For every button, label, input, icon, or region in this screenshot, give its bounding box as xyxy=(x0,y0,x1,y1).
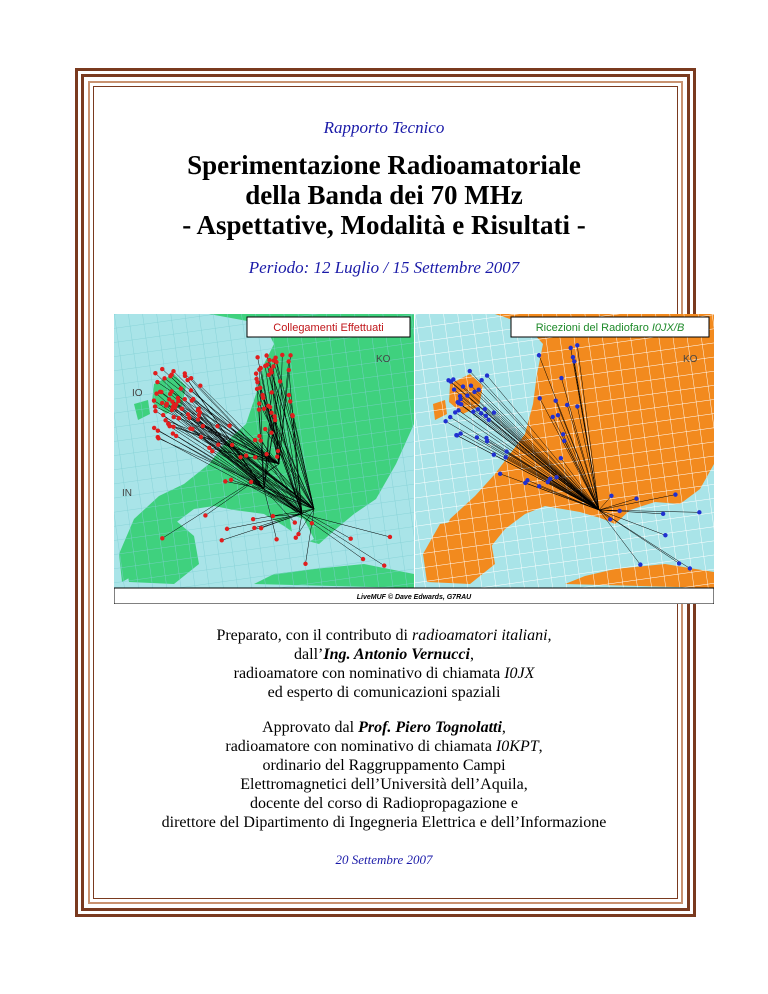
prepared-line-2: dall’Ing. Antonio Vernucci, xyxy=(294,646,474,663)
contact-point xyxy=(210,449,214,453)
beacon-point xyxy=(504,449,508,453)
contact-point xyxy=(260,393,264,397)
beacon-point xyxy=(571,355,575,359)
contact-point xyxy=(191,397,195,401)
approved-line-6: direttore del Dipartimento di Ingegneria Elettrica e dell’Informazione xyxy=(161,814,607,831)
contact-point xyxy=(179,386,183,390)
contact-point xyxy=(156,435,160,439)
contact-point xyxy=(187,416,191,420)
contact-point xyxy=(296,532,300,536)
contact-point xyxy=(253,455,257,459)
contact-point xyxy=(269,431,273,435)
contact-point xyxy=(153,409,157,413)
contact-point xyxy=(177,416,181,420)
contact-point xyxy=(258,386,262,390)
contact-point xyxy=(156,428,160,432)
contact-point xyxy=(254,371,258,375)
contact-point xyxy=(278,379,282,383)
beacon-point xyxy=(638,562,642,566)
contact-point xyxy=(290,413,294,417)
beacon-point xyxy=(554,399,558,403)
beacon-point xyxy=(677,561,681,565)
beacon-point xyxy=(559,456,563,460)
beacon-point xyxy=(559,376,563,380)
beacon-point xyxy=(469,384,473,388)
contact-point xyxy=(257,401,261,405)
beacon-point xyxy=(562,439,566,443)
contact-point xyxy=(249,480,253,484)
contact-point xyxy=(180,406,184,410)
grid-ko-label-right: KO xyxy=(683,354,698,365)
maps-svg xyxy=(114,314,714,604)
contact-point xyxy=(288,399,292,403)
beacon-point xyxy=(457,401,461,405)
contact-point xyxy=(267,373,271,377)
contact-point xyxy=(382,563,386,567)
contact-point xyxy=(198,384,202,388)
beacon-point xyxy=(661,512,665,516)
beacon-point xyxy=(479,378,483,382)
contact-point xyxy=(310,521,314,525)
beacon-point xyxy=(472,390,476,394)
contact-point xyxy=(265,363,269,367)
beacon-point xyxy=(492,453,496,457)
contact-point xyxy=(259,366,263,370)
beacon-point xyxy=(454,433,458,437)
contact-point xyxy=(165,402,169,406)
contact-point xyxy=(271,364,275,368)
beacon-point xyxy=(471,410,475,414)
beacon-point xyxy=(458,431,462,435)
contact-point xyxy=(199,435,203,439)
title-line-3: - Aspettative, Modalità e Risultati - xyxy=(182,210,586,240)
beacon-point xyxy=(479,411,483,415)
beacon-point xyxy=(617,509,621,513)
contact-point xyxy=(253,438,257,442)
document-title xyxy=(0,150,768,240)
contact-point xyxy=(172,402,176,406)
beacon-point xyxy=(452,387,456,391)
contact-point xyxy=(225,527,229,531)
period-line: Periodo: 12 Luglio / 15 Settembre 2007 xyxy=(248,258,520,277)
contact-point xyxy=(271,358,275,362)
contact-point xyxy=(160,367,164,371)
contact-point xyxy=(294,536,298,540)
contact-point xyxy=(171,425,175,429)
contact-point xyxy=(257,407,261,411)
contact-point xyxy=(215,424,219,428)
contact-point xyxy=(153,371,157,375)
beacon-point xyxy=(475,435,479,439)
contact-point xyxy=(288,353,292,357)
contact-point xyxy=(275,455,279,459)
beacon-point xyxy=(485,439,489,443)
prepared-line-1: Preparato, con il contributo di radioamatori italiani, xyxy=(216,627,552,644)
contact-point xyxy=(287,393,291,397)
contact-point xyxy=(201,424,205,428)
prepared-line-4: ed esperto di comunicazioni spaziali xyxy=(267,684,501,701)
contact-point xyxy=(203,513,207,517)
contact-point xyxy=(264,353,268,357)
contact-point xyxy=(196,417,200,421)
contact-point xyxy=(252,526,256,530)
beacon-point xyxy=(523,481,527,485)
contact-point xyxy=(286,359,290,363)
contact-point xyxy=(270,390,274,394)
beacon-point xyxy=(468,369,472,373)
beacon-point xyxy=(673,492,677,496)
contact-point xyxy=(160,536,164,540)
beacon-point xyxy=(465,393,469,397)
contact-point xyxy=(262,406,266,410)
contact-point xyxy=(271,514,275,518)
beacon-point xyxy=(458,397,462,401)
left-map-label: Collegamenti Effettuati xyxy=(273,322,384,334)
contact-point xyxy=(269,410,273,414)
prepared-by-block xyxy=(0,626,768,702)
beacon-point xyxy=(538,396,542,400)
beacon-point xyxy=(483,407,487,411)
beacon-point xyxy=(546,480,550,484)
beacon-point xyxy=(554,475,558,479)
beacon-point xyxy=(609,494,613,498)
contact-point xyxy=(159,390,163,394)
contact-point xyxy=(216,442,220,446)
contact-point xyxy=(287,368,291,372)
contact-point xyxy=(220,538,224,542)
beacon-point xyxy=(443,419,447,423)
contact-point xyxy=(168,374,172,378)
right-map-label: Ricezioni del Radiofaro I0JX/B xyxy=(535,322,685,334)
contact-point xyxy=(303,562,307,566)
prepared-line-3: radioamatore con nominativo di chiamata I0JX xyxy=(233,665,535,682)
contact-point xyxy=(161,413,165,417)
beacon-point xyxy=(551,415,555,419)
beacon-point xyxy=(485,373,489,377)
contact-point xyxy=(349,537,353,541)
contact-point xyxy=(169,389,173,393)
beacon-point xyxy=(561,432,565,436)
beacon-point xyxy=(572,359,576,363)
beacon-point xyxy=(634,496,638,500)
contact-point xyxy=(267,358,271,362)
contact-point xyxy=(163,418,167,422)
contact-point xyxy=(207,446,211,450)
title-line-1: Sperimentazione Radioamatoriale xyxy=(187,150,581,180)
beacon-point xyxy=(477,388,481,392)
contact-point xyxy=(293,520,297,524)
contact-point xyxy=(230,443,234,447)
map-credit: LiveMUF © Dave Edwards, G7RAU xyxy=(356,594,472,601)
beacon-point xyxy=(575,404,579,408)
approved-line-4: Elettromagnetici dell’Università dell’Aquila, xyxy=(240,776,528,793)
title-line-2: della Banda dei 70 MHz xyxy=(245,180,523,210)
contact-point xyxy=(257,434,261,438)
beacon-point xyxy=(504,455,508,459)
contact-point xyxy=(255,355,259,359)
beacon-point xyxy=(556,413,560,417)
beacon-point xyxy=(688,566,692,570)
beacon-point xyxy=(608,517,612,521)
contact-point xyxy=(227,424,231,428)
beacon-point xyxy=(461,384,465,388)
contact-point xyxy=(269,368,273,372)
contact-point xyxy=(162,376,166,380)
beacon-point xyxy=(663,533,667,537)
contact-point xyxy=(264,452,268,456)
grid-ko-label-left: KO xyxy=(376,354,391,365)
contact-point xyxy=(183,371,187,375)
contact-point xyxy=(280,353,284,357)
approved-line-5: docente del corso di Radiopropagazione e xyxy=(250,795,518,812)
contact-point xyxy=(167,397,171,401)
report-type-label: Rapporto Tecnico xyxy=(323,118,445,137)
contact-point xyxy=(388,535,392,539)
beacon-point xyxy=(449,379,453,383)
contact-point xyxy=(276,449,280,453)
contact-point xyxy=(244,453,248,457)
contact-point xyxy=(155,380,159,384)
contact-point xyxy=(153,404,157,408)
contact-point xyxy=(171,415,175,419)
beacon-point xyxy=(498,472,502,476)
beacon-point xyxy=(537,353,541,357)
contact-point xyxy=(274,537,278,541)
contact-point xyxy=(160,401,164,405)
contact-point xyxy=(188,426,192,430)
contact-point xyxy=(272,414,276,418)
contact-point xyxy=(361,557,365,561)
contact-point xyxy=(167,424,171,428)
contact-point xyxy=(255,380,259,384)
beacon-point xyxy=(487,418,491,422)
beacon-point xyxy=(568,346,572,350)
right-map xyxy=(415,314,714,588)
contact-point xyxy=(176,399,180,403)
approved-line-1: Approvato dal Prof. Piero Tognolatti, xyxy=(262,719,506,736)
beacon-point xyxy=(456,408,460,412)
approved-by-block xyxy=(0,718,768,832)
contact-point xyxy=(152,398,156,402)
contact-point xyxy=(198,410,202,414)
approved-line-3: ordinario del Raggruppamento Campi xyxy=(262,757,506,774)
beacon-point xyxy=(537,484,541,488)
beacon-point xyxy=(492,410,496,414)
contact-point xyxy=(189,388,193,392)
contact-point xyxy=(229,478,233,482)
contact-point xyxy=(251,517,255,521)
contact-point xyxy=(259,526,263,530)
document-date: 20 Settembre 2007 xyxy=(335,852,433,867)
maps-figure xyxy=(114,314,714,604)
contact-point xyxy=(189,376,193,380)
contact-point xyxy=(223,479,227,483)
contact-point xyxy=(258,438,262,442)
approved-line-2: radioamatore con nominativo di chiamata I0KPT, xyxy=(225,738,543,755)
beacon-point xyxy=(448,415,452,419)
beacon-point xyxy=(697,510,701,514)
beacon-point xyxy=(476,407,480,411)
beacon-point xyxy=(484,414,488,418)
contact-point xyxy=(263,427,267,431)
left-map xyxy=(114,314,414,588)
beacon-point xyxy=(575,343,579,347)
contact-point xyxy=(183,397,187,401)
grid-io-label: IO xyxy=(132,388,143,399)
contact-point xyxy=(171,431,175,435)
beacon-point xyxy=(565,403,569,407)
contact-point xyxy=(152,426,156,430)
contact-point xyxy=(238,455,242,459)
contact-point xyxy=(266,404,270,408)
grid-in-label: IN xyxy=(122,488,132,499)
